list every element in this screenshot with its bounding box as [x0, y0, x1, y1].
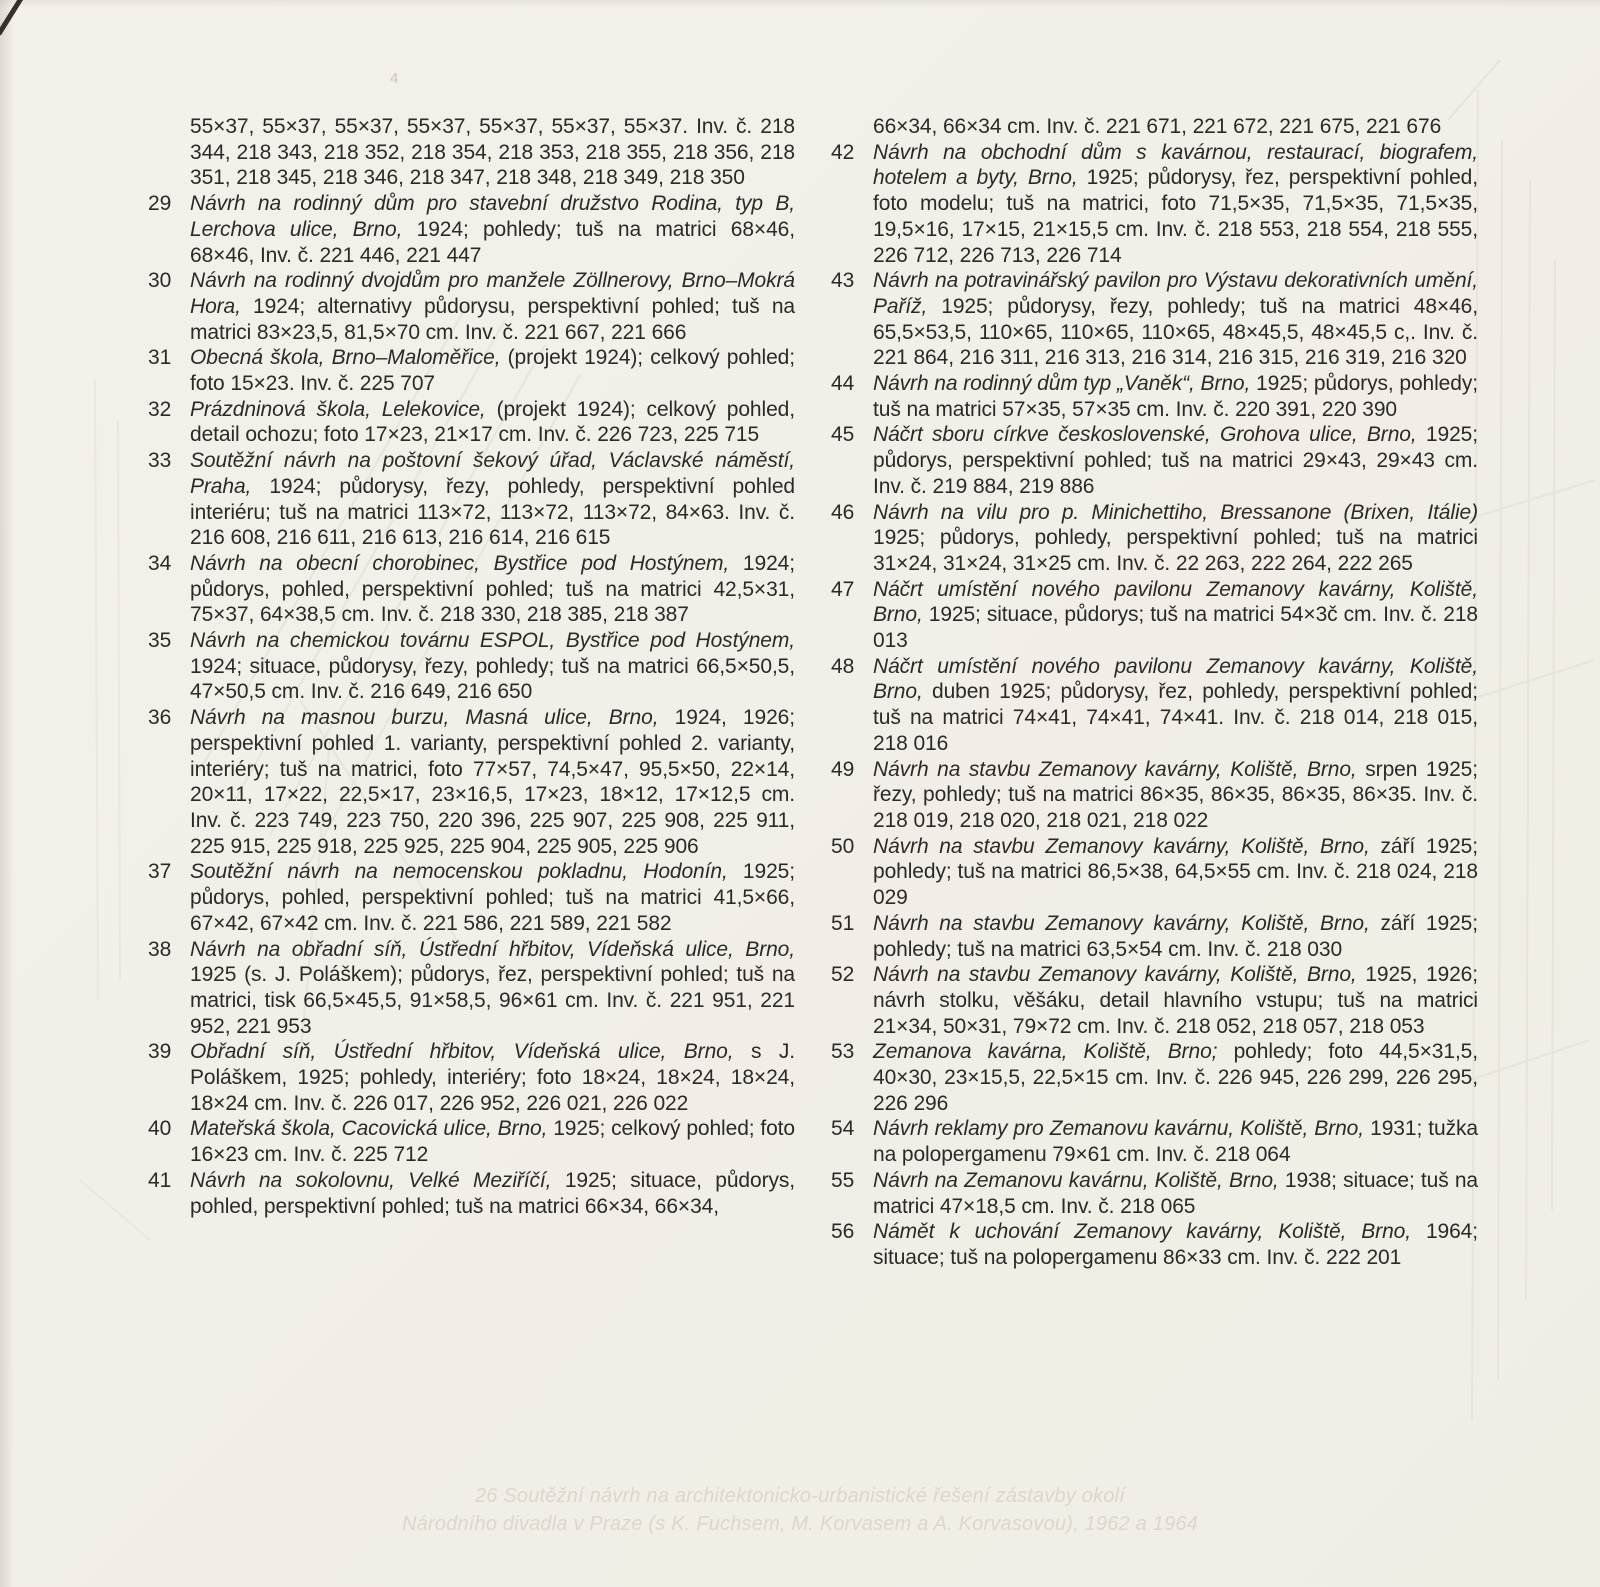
footer-caption-line1: 26 Soutěžní návrh na architektonicko-urbanistické řešení zástavby okolí: [474, 1485, 1126, 1507]
entry-text: 1924, 1926; perspektivní pohled 1. varianty, perspektivní pohled 2. varianty, interiéry; tuš na matrici, foto 77×57, 74,5×47, 95,5×50, 22×14, 20×11, 17×22, 22,5×17, 23×16,5, 17×23, 18×12, 17×12,5 cm. Inv. č. 223 749, 223 750, 220 396, 225 907, 225 908, 225 911, 225 915, 225 918, 225 925, 225 904, 225 905, 225 906: [190, 706, 795, 858]
catalog-entry: [148, 345, 795, 396]
entry-number: 50: [831, 834, 855, 858]
entry-title: Návrh na obchodní dům s kavárnou, restaurací, biografem, hotelem a byty, Brno,: [873, 140, 1478, 190]
catalog-columns: [148, 114, 1478, 1271]
catalog-entry: [831, 1116, 1478, 1167]
entry-number: 42: [831, 140, 855, 164]
entry-number: 37: [148, 860, 172, 884]
entry-number: 39: [148, 1040, 172, 1064]
catalog-entry: [831, 1168, 1478, 1219]
entry-title: Návrh na stavbu Zemanovy kavárny, Koliště, Brno,: [873, 911, 1370, 935]
entry-title: Náčrt umístění nového pavilonu Zemanovy kavárny, Koliště, Brno,: [873, 577, 1478, 627]
entry-number: 49: [831, 757, 855, 781]
entry-title: Návrh na vilu pro p. Minichettiho, Bressanone (Brixen, Itálie): [873, 500, 1478, 524]
catalog-entry: [831, 140, 1478, 269]
entry-number: 30: [148, 269, 172, 293]
entry-number: 43: [831, 269, 855, 293]
catalog-entry: [831, 1219, 1478, 1270]
entry-number: 51: [831, 911, 855, 935]
catalog-entry: [831, 962, 1478, 1039]
entry-text: 1924; alternativy půdorysu, perspektivní pohled; tuš na matrici 83×23,5, 81,5×70 cm. Inv. č. 221 667, 221 666: [190, 294, 795, 344]
catalog-entry: [831, 1039, 1478, 1116]
entry-number: 35: [148, 629, 172, 653]
entry-text: 1925; celkový pohled; foto 16×23 cm. Inv. č. 225 712: [190, 1117, 795, 1167]
entry-text: 1924; situace, půdorysy, řezy, pohledy; tuš na matrici 66,5×50,5, 47×50,5 cm. Inv. č. 216 649, 216 650: [190, 654, 795, 704]
entry-text: 1924; půdorys, pohled, perspektivní pohled; tuš na matrici 42,5×31, 75×37, 64×38,5 cm. Inv. č. 218 330, 218 385, 218 387: [190, 551, 795, 627]
entry-title: Obecná škola, Brno–Maloměřice,: [190, 346, 501, 370]
entry-text: 1925; situace, půdorys; tuš na matrici 54×3č cm. Inv. č. 218 013: [873, 603, 1478, 653]
entry-number: 33: [148, 449, 172, 473]
entry-number: 54: [831, 1117, 855, 1141]
entry-text: září 1925; pohledy; tuš na matrici 63,5×54 cm. Inv. č. 218 030: [873, 911, 1478, 961]
entry-number: 47: [831, 577, 855, 601]
catalog-entry: [148, 1116, 795, 1167]
entry-title: Návrh na stavbu Zemanovy kavárny, Koliště, Brno,: [873, 834, 1370, 858]
entry-title: Návrh na masnou burzu, Masná ulice, Brno,: [190, 706, 659, 730]
page-number: 4: [390, 70, 399, 87]
entry-number: 29: [148, 192, 172, 216]
catalog-column-right: [831, 114, 1478, 1271]
entry-text: 1938; situace; tuš na matrici 47×18,5 cm. Inv. č. 218 065: [873, 1168, 1478, 1218]
entry-text: 1924; pohledy; tuš na matrici 68×46, 68×46, Inv. č. 221 446, 221 447: [190, 217, 795, 267]
entry-title: Obřadní síň, Ústřední hřbitov, Vídeňská ulice, Brno,: [190, 1040, 734, 1064]
catalog-entry: [148, 448, 795, 551]
entry-title: Návrh na potravinářský pavilon pro Výstavu dekorativních umění, Paříž,: [873, 269, 1478, 318]
entry-text: 1964; situace; tuš na polopergamenu 86×33 cm. Inv. č. 222 201: [873, 1220, 1478, 1269]
catalog-entry: [148, 859, 795, 936]
catalog-entry: [148, 937, 795, 1040]
page-edge-shadow-left: [0, 0, 14, 1587]
entry-title: Prázdninová škola, Lelekovice,: [190, 397, 486, 421]
catalog-entry: [148, 114, 795, 191]
entry-title: Mateřská škola, Cacovická ulice, Brno,: [190, 1117, 548, 1141]
entry-text: září 1925; pohledy; tuš na matrici 86,5×38, 64,5×55 cm. Inv. č. 218 024, 218 029: [873, 834, 1478, 910]
entry-title: Návrh na obecní chorobinec, Bystřice pod Hostýnem,: [190, 551, 730, 575]
catalog-entry: [831, 911, 1478, 962]
entry-text: 1925; půdorys, pohled, perspektivní pohled; tuš na matrici 41,5×66, 67×42, 67×42 cm. Inv. č. 221 586, 221 589, 221 582: [190, 860, 795, 935]
entry-title: Návrh na sokolovnu, Velké Meziříčí,: [190, 1168, 552, 1192]
catalog-entry: [148, 628, 795, 705]
entry-text: 1925; situace, půdorys, pohled, perspektivní pohled; tuš na matrici 66×34, 66×34,: [190, 1168, 795, 1218]
entry-title: Návrh na rodinný dům typ „Vaněk“, Brno,: [873, 372, 1251, 396]
entry-title: Zemanova kavárna, Koliště, Brno;: [873, 1040, 1218, 1064]
entry-title: Návrh na obřadní síň, Ústřední hřbitov, Vídeňská ulice, Brno,: [190, 937, 795, 961]
entry-number: 40: [148, 1117, 172, 1141]
catalog-entry: [831, 577, 1478, 654]
entry-title: Soutěžní návrh na nemocenskou pokladnu, Hodonín,: [190, 860, 728, 884]
entry-title: Soutěžní návrh na poštovní šekový úřad, Václavské náměstí, Praha,: [190, 449, 795, 498]
entry-title: Návrh na stavbu Zemanovy kavárny, Koliště, Brno,: [873, 963, 1357, 987]
catalog-entry: [148, 1039, 795, 1116]
catalog-entry: [148, 1168, 795, 1219]
entry-number: 38: [148, 937, 172, 961]
scan-corner-mark: [0, 0, 25, 35]
catalog-entry: [148, 551, 795, 628]
entry-number: 48: [831, 654, 855, 678]
entry-text: pohledy; foto 44,5×31,5, 40×30, 23×15,5, 22,5×15 cm. Inv. č. 226 945, 226 299, 226 295, 226 296: [873, 1040, 1478, 1115]
entry-text: 1925; půdorys, pohledy, perspektivní pohled; tuš na matrici 31×24, 31×24, 31×25 cm. Inv. č. 22 263, 222 264, 222 265: [873, 526, 1478, 575]
entry-number: 56: [831, 1220, 855, 1244]
catalog-entry: [831, 371, 1478, 422]
entry-title: Návrh na stavbu Zemanovy kavárny, Koliště, Brno,: [873, 757, 1357, 781]
entry-number: 55: [831, 1168, 855, 1192]
entry-number: 41: [148, 1168, 172, 1192]
catalog-entry: [831, 654, 1478, 757]
entry-number: 52: [831, 963, 855, 987]
entry-number: 31: [148, 346, 172, 370]
entry-number: 53: [831, 1040, 855, 1064]
entry-text: 1924; půdorysy, řezy, pohledy, perspektivní pohled interiéru; tuš na matrici 113×72, 113×72, 113×72, 84×63. Inv. č. 216 608, 216 611, 216 613, 216 614, 216 615: [190, 474, 795, 550]
footer-caption-line2: Národního divadla v Praze (s K. Fuchsem, M. Korvasem a A. Korvasovou), 1962 a 1964: [401, 1513, 1199, 1535]
entry-number: 34: [148, 551, 172, 575]
catalog-entry: [831, 114, 1478, 140]
entry-text: 66×34, 66×34 cm. Inv. č. 221 671, 221 672, 221 675, 221 676: [873, 115, 1442, 138]
entry-title: Návrh na Zemanovu kavárnu, Koliště, Brno,: [873, 1168, 1279, 1192]
entry-text: 1925; půdorysy, řezy, pohledy; tuš na matrici 48×46, 65,5×53,5, 110×65, 110×65, 110×65, 48×45,5, 48×45,5 c,. Inv. č. 221 864, 216 311, 216 313, 216 314, 216 315, 216 319, 216 320: [873, 294, 1478, 370]
catalog-column-left: [148, 114, 795, 1271]
entry-number: 46: [831, 500, 855, 524]
catalog-entry: [148, 268, 795, 345]
entry-number: 44: [831, 372, 855, 396]
entry-title: Námět k uchování Zemanovy kavárny, Koliště, Brno,: [873, 1220, 1411, 1244]
entry-title: Návrh na chemickou továrnu ESPOL, Bystřice pod Hostýnem,: [190, 629, 795, 653]
entry-text: 1925 (s. J. Poláškem); půdorys, řez, perspektivní pohled; tuš na matrici, tisk 66,5×45,5, 91×58,5, 96×61 cm. Inv. č. 221 951, 221 952, 221 953: [190, 963, 795, 1038]
entry-text: (projekt 1924); celkový pohled, detail ochozu; foto 17×23, 21×17 cm. Inv. č. 226 723, 225 715: [190, 397, 795, 447]
entry-text: srpen 1925; řezy, pohledy; tuš na matrici 86×35, 86×35, 86×35, 86×35. Inv. č. 218 019, 218 020, 218 021, 218 022: [873, 757, 1478, 832]
entry-text: 1931; tužka na polopergamenu 79×61 cm. Inv. č. 218 064: [873, 1117, 1478, 1167]
entry-text: s J. Poláškem, 1925; pohledy, interiéry; foto 18×24, 18×24, 18×24, 18×24 cm. Inv. č. 226 017, 226 952, 226 021, 226 022: [190, 1040, 795, 1115]
entry-text: 1925, 1926; návrh stolku, věšáku, detail hlavního vstupu; tuš na matrici 21×34, 50×31, 79×72 cm. Inv. č. 218 052, 218 057, 218 053: [873, 963, 1478, 1038]
catalog-entry: [148, 705, 795, 859]
catalog-entry: [831, 834, 1478, 911]
entry-title: Náčrt umístění nového pavilonu Zemanovy kavárny, Koliště, Brno,: [873, 654, 1478, 704]
entry-text: 55×37, 55×37, 55×37, 55×37, 55×37, 55×37, 55×37. Inv. č. 218 344, 218 343, 218 352, 218 354, 218 353, 218 355, 218 356, 218 351, 218 345, 218 346, 218 347, 218 348, 218 349, 218 350: [190, 115, 795, 190]
page-edge-shadow-top: [0, 0, 1600, 8]
entry-text: 1925; půdorysy, řez, perspektivní pohled, foto modelu; tuš na matrici, foto 71,5×35, 71,5×35, 71,5×35, 19,5×16, 17×15, 21×15,5 cm. Inv. č. 218 553, 218 554, 218 555, 226 712, 226 713, 226 714: [873, 166, 1478, 267]
entry-text: duben 1925; půdorysy, řez, pohledy, perspektivní pohled; tuš na matrici 74×41, 74×41, 74×41. Inv. č. 218 014, 218 015, 218 016: [873, 680, 1478, 755]
entry-number: 32: [148, 397, 172, 421]
entry-number: 36: [148, 706, 172, 730]
catalog-entry: [831, 757, 1478, 834]
catalog-entry: [148, 191, 795, 268]
entry-text: 1925; půdorys, pohledy; tuš na matrici 57×35, 57×35 cm. Inv. č. 220 391, 220 390: [873, 372, 1478, 421]
footer-caption: [0, 1482, 1600, 1538]
entry-text: (projekt 1924); celkový pohled; foto 15×23. Inv. č. 225 707: [190, 346, 795, 396]
entry-text: 1925; půdorys, perspektivní pohled; tuš na matrici 29×43, 29×43 cm. Inv. č. 219 884, 219 886: [873, 423, 1478, 498]
catalog-entry: [148, 397, 795, 448]
catalog-entry: [831, 500, 1478, 577]
entry-title: Návrh na rodinný dvojdům pro manžele Zöllnerovy, Brno–Mokrá Hora,: [190, 269, 795, 318]
catalog-entry: [831, 422, 1478, 499]
entry-title: Návrh reklamy pro Zemanovu kavárnu, Koliště, Brno,: [873, 1117, 1364, 1141]
entry-number: 45: [831, 423, 855, 447]
entry-title: Návrh na rodinný dům pro stavební družstvo Rodina, typ B, Lerchova ulice, Brno,: [190, 192, 795, 241]
entry-title: Náčrt sboru církve československé, Grohova ulice, Brno,: [873, 423, 1417, 447]
catalog-entry: [831, 268, 1478, 371]
